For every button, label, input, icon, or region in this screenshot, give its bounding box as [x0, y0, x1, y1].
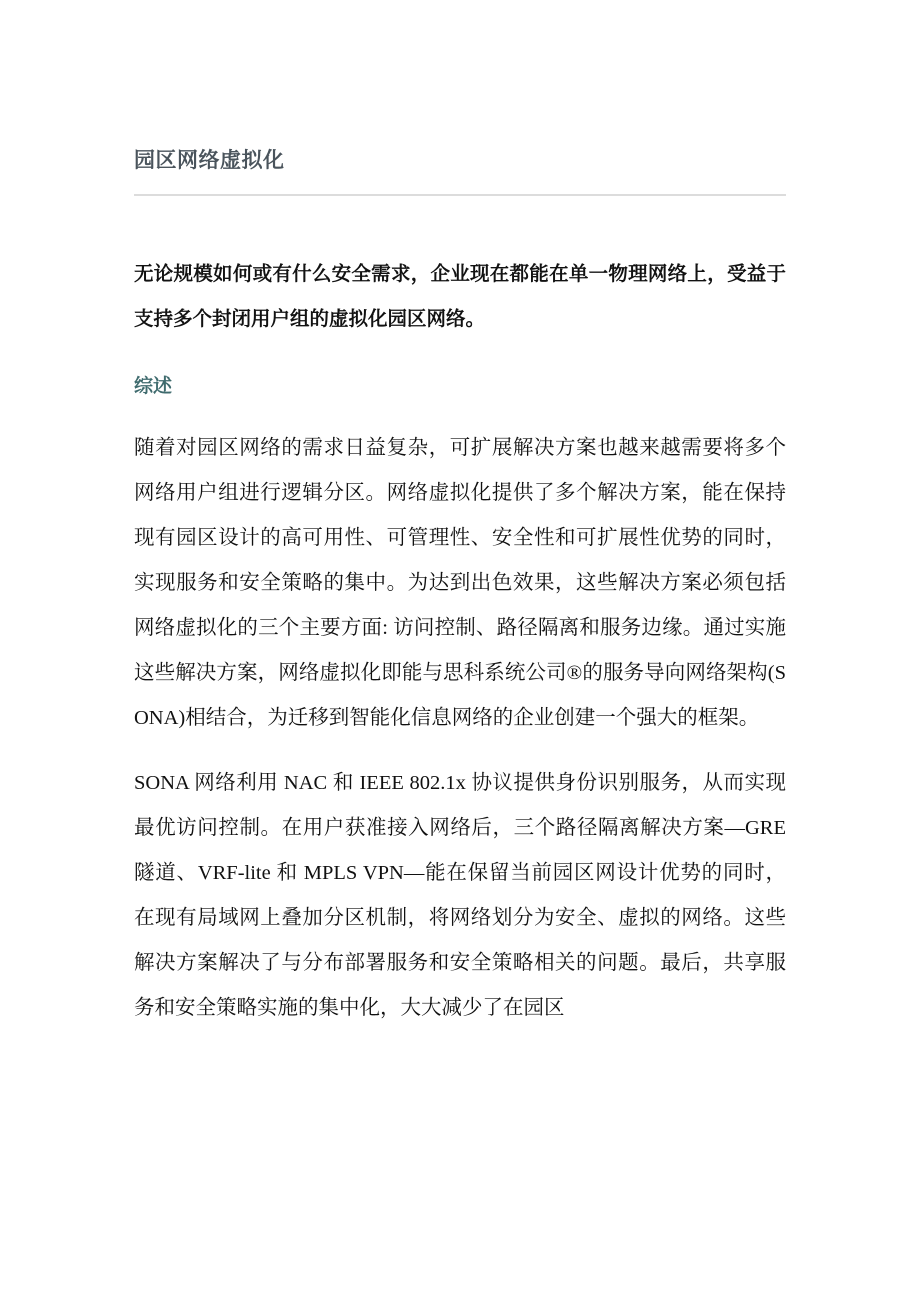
page-title: 园区网络虚拟化: [134, 149, 285, 172]
lead-paragraph: 无论规模如何或有什么安全需求，企业现在都能在单一物理网络上，受益于支持多个封闭用户组的虚拟化园区网络。: [134, 263, 786, 330]
body-paragraph: SONA 网络利用 NAC 和 IEEE 802.1x 协议提供身份识别服务，从而实现最优访问控制。在用户获准接入网络后，三个路径隔离解决方案—GRE 隧道、VRF-lite 和 MPLS VPN—能在保留当前园区网设计优势的同时，在现有局域网上叠加分区机制，将网络划分为安全、虚拟的网络。这些解决方案解决了与分布部署服务和安全策略相关的问题。最后，共享服务和安全策略实施的集中化，大大减少了在园区: [134, 772, 786, 1019]
section-heading-overview: 综述: [134, 376, 173, 397]
content-column: [134, 0, 786, 1031]
title-divider: [134, 194, 786, 196]
body-paragraph: 随着对园区网络的需求日益复杂，可扩展解决方案也越来越需要将多个网络用户组进行逻辑分区。网络虚拟化提供了多个解决方案，能在保持现有园区设计的高可用性、可管理性、安全性和可扩展性优势的同时，实现服务和安全策略的集中。为达到出色效果，这些解决方案必须包括网络虚拟化的三个主要方面: 访问控制、路径隔离和服务边缘。通过实施这些解决方案，网络虚拟化即能与思科系统公司®的服务导向网络架构(SONA)相结合，为迁移到智能化信息网络的企业创建一个强大的框架。: [134, 437, 786, 729]
